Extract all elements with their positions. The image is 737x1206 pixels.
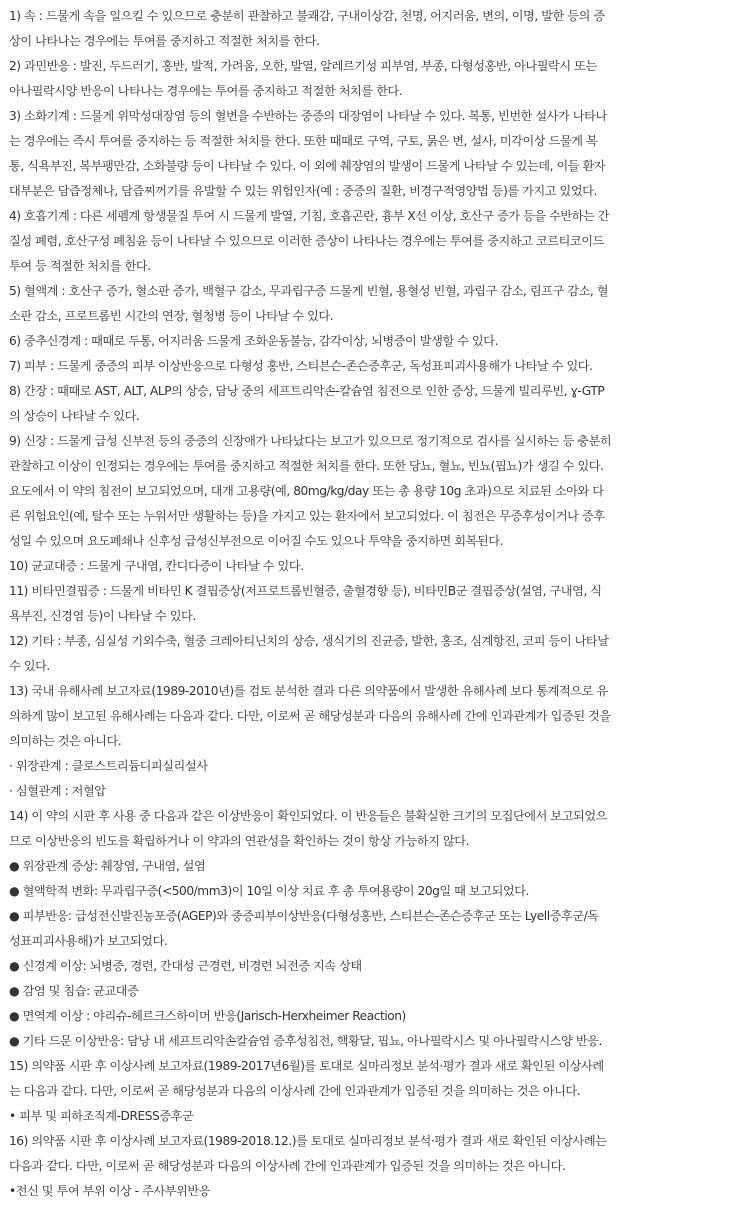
text-line: 8) 간장 : 때때로 AST, ALT, ALP의 상승, 담낭 중의 세프트리악손-칼슘염 침전으로 인한 증상, 드물게 빌리루빈, ɣ-GTP: [9, 384, 605, 398]
text-line: 는 경우에는 즉시 투여를 중지하는 등 적절한 처치를 한다. 또한 때때로 구역, 구토, 묽은 변, 설사, 미각이상 드물게 복: [9, 134, 598, 148]
text-line: 다음과 같다. 다만, 이로써 곧 해당성분과 다음의 이상사례 간에 인과관계가 입증된 것을 의미하는 것은 아니다.: [9, 1159, 566, 1173]
text-line: 소판 감소, 프로트롬빈 시간의 연장, 혈청병 등이 나타날 수 있다.: [9, 309, 334, 323]
text-line: 성표피괴사용해)가 보고되었다.: [9, 934, 168, 948]
text-line: 수 있다.: [9, 659, 50, 673]
text-line: 6) 중추신경계 : 때때로 두통, 어지러움 드물게 조화운동불능, 감각이상, 뇌병증이 발생할 수 있다.: [9, 334, 499, 348]
text-line: 관찰하고 이상이 인정되는 경우에는 투여를 중지하고 적절한 처치를 한다. 또한 당뇨, 혈뇨, 빈뇨(핍뇨)가 생길 수 있다.: [9, 459, 604, 473]
text-line: 7) 피부 : 드물게 중증의 피부 이상반응으로 다형성 홍반, 스티븐슨-존슨증후군, 독성표피괴사용해가 나타날 수 있다.: [9, 359, 593, 373]
text-line: 3) 소화기계 : 드물게 위막성대장염 등의 혈변을 수반하는 중증의 대장염이 나타날 수 있다. 복통, 빈번한 설사가 나타나: [9, 109, 607, 123]
text-line: 1) 속 : 드물게 속을 일으킬 수 있으므로 충분히 관찰하고 불쾌감, 구내이상감, 천명, 어지러움, 변의, 이명, 발한 등의 증: [9, 9, 605, 23]
text-line: 의미하는 것은 아니다.: [9, 734, 122, 748]
text-line: ● 면역계 이상 : 야리슈-헤르크스하이머 반응(Jarisch-Herxheimer Reaction): [9, 1009, 406, 1023]
text-line: 욕부진, 신경염 등)이 나타날 수 있다.: [9, 609, 196, 623]
text-line: ● 혈액학적 변화: 무과립구증(<500/mm3)이 10일 이상 치료 후 총 투여용량이 20g일 때 보고되었다.: [9, 884, 529, 898]
text-line: 12) 기타 : 부종, 심실성 기외수축, 혈중 크레아티닌치의 상승, 생식기의 진균증, 발한, 홍조, 심계항진, 코피 등이 나타날: [9, 634, 609, 648]
text-line: 5) 혈액계 : 호산구 증가, 혈소판 증가, 백혈구 감소, 무과립구증 드물게 빈혈, 용혈성 빈혈, 과립구 감소, 림프구 감소, 혈: [9, 284, 609, 298]
text-line: 른 위험요인(예, 탈수 또는 누워서만 생활하는 등)을 가지고 있는 환자에서 보고되었다. 이 침전은 무증후성이거나 증후: [9, 509, 605, 523]
text-line: 4) 호흡기계 : 다른 세펨계 항생물질 투여 시 드물게 발열, 기침, 호흡곤란, 흉부 X선 이상, 호산구 증가 등을 수반하는 간: [9, 209, 610, 223]
text-line: 요도에서 이 약의 침전이 보고되었으며, 대개 고용량(예, 80mg/kg/day 또는 총 용량 10g 초과)으로 치료된 소아와 다: [9, 484, 604, 498]
text-line: 투여 등 적절한 처치를 한다.: [9, 259, 151, 273]
text-line: · 위장관계 : 클로스트리듐디피실리설사: [9, 759, 208, 773]
text-line: 15) 의약품 시판 후 이상사례 보고자료(1989-2017년6월)를 토대로 실마리정보 분석·평가 결과 새로 확인된 이상사례: [9, 1059, 604, 1073]
text-line: ● 신경계 이상: 뇌병증, 경련, 간대성 근경련, 비경련 뇌전증 지속 상태: [9, 959, 362, 973]
text-line: 14) 이 약의 시판 후 사용 중 다음과 같은 이상반응이 확인되었다. 이 반응들은 불확실한 크기의 모집단에서 보고되었으: [9, 809, 607, 823]
text-line: 10) 균교대증 : 드물게 구내염, 칸디다증이 나타날 수 있다.: [9, 559, 304, 573]
text-line: 통, 식욕부진, 복부팽만감, 소화불량 등이 나타날 수 있다. 이 외에 췌장염의 발생이 드물게 나타날 수 있는데, 이들 환자: [9, 159, 606, 173]
text-line: 9) 신장 : 드물게 급성 신부전 등의 중증의 신장애가 나타났다는 보고가 있으므로 정기적으로 검사를 실시하는 등 충분히: [9, 434, 612, 448]
text-line: •전신 및 투여 부위 이상 - 주사부위반응: [9, 1184, 211, 1198]
text-line: ● 위장관계 증상: 췌장염, 구내염, 설염: [9, 859, 206, 873]
text-line: 13) 국내 유해사례 보고자료(1989-2010년)를 검토 분석한 결과 다른 의약품에서 발생한 유해사례 보다 통계적으로 유: [9, 684, 608, 698]
text-line: • 피부 및 피하조직계-DRESS증후군: [9, 1109, 194, 1123]
text-line: 16) 의약품 시판 후 이상사례 보고자료(1989-2018.12.)를 토대로 실마리정보 분석·평가 결과 새로 확인된 이상사례는: [9, 1134, 607, 1148]
text-line: 2) 과민반응 : 발진, 두드러기, 홍반, 발적, 가려움, 오한, 발열, 알레르기성 피부염, 부종, 다형성홍반, 아나필락시 또는: [9, 59, 597, 73]
text-line: 11) 비타민결핍증 : 드물게 비타민 K 결핍증상(저프로트롬빈혈증, 출혈경향 등), 비타민B군 결핍증상(설염, 구내염, 식: [9, 584, 602, 598]
text-line: ● 피부반응: 급성전신발진농포증(AGEP)와 중증피부이상반응(다형성홍반, 스티븐슨-존슨증후군 또는 Lyell증후군/독: [9, 909, 599, 923]
text-line: 의 상승이 나타날 수 있다.: [9, 409, 140, 423]
text-line: 대부분은 담즙정체나, 담즙찌꺼기를 유발할 수 있는 위험인자(예 : 중증의 질환, 비경구적영양법 등)를 가지고 있었다.: [9, 184, 597, 198]
text-line: 의하게 많이 보고된 유해사례는 다음과 같다. 다만, 이로써 곧 해당성분과 다음의 유해사례 간에 인과관계가 입증된 것을: [9, 709, 611, 723]
text-line: 므로 이상반응의 빈도를 확립하거나 이 약과의 연관성을 확인하는 것이 항상 가능하지 않다.: [9, 834, 470, 848]
text-line: · 심혈관계 : 저혈압: [9, 784, 106, 798]
text-line: 성일 수 있으며 요도폐쇄나 신후성 급성신부전으로 이어질 수도 있으나 투약을 중지하면 회복된다.: [9, 534, 504, 548]
text-line: 는 다음과 같다. 다만, 이로써 곧 해당성분과 다음의 이상사례 간에 인과관계가 입증된 것을 의미하는 것은 아니다.: [9, 1084, 581, 1098]
text-line: 상이 나타나는 경우에는 투여를 중지하고 적절한 처치를 한다.: [9, 34, 320, 48]
text-line: 아나필락시양 반응이 나타나는 경우에는 투여를 중지하고 적절한 처치를 한다.: [9, 84, 403, 98]
text-line: ● 기타 드문 이상반응: 담낭 내 세프트리악손칼슘염 증후성침전, 핵황달, 핍뇨, 아나필락시스 및 아나필락시스양 반응.: [9, 1034, 602, 1048]
text-line: ● 감염 및 침습: 균교대증: [9, 984, 139, 998]
text-line: 질성 폐렴, 호산구성 폐침윤 등이 나타날 수 있으므로 이러한 증상이 나타나는 경우에는 투여를 중지하고 코르티코이드: [9, 234, 604, 248]
